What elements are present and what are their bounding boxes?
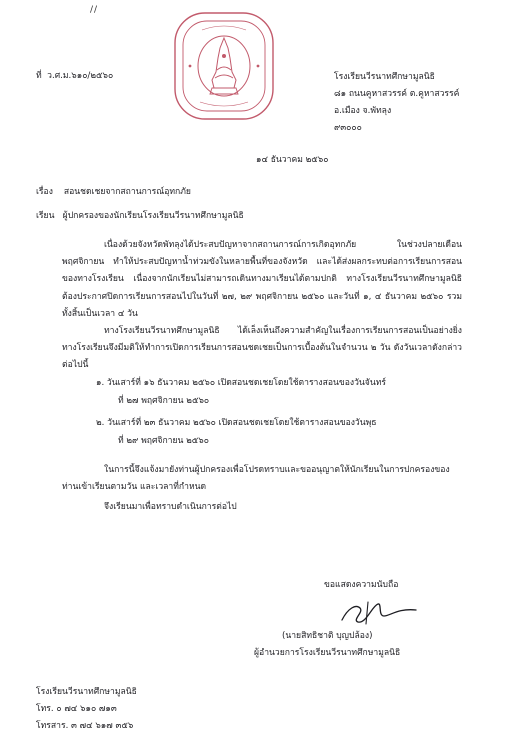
schedule-item: ๑. วันเสาร์ที่ ๑๖ ธันวาคม ๒๕๖๐ เปิดสอนชดเชยโดยใช้ตารางสอนของวันจันทร์ <box>96 378 386 388</box>
reference-label: ที่ <box>36 71 42 81</box>
recipient-line <box>36 211 244 221</box>
address-line: โรงเรียนวีรนาทศึกษามูลนิธิ <box>334 72 435 82</box>
schedule-item-continuation: ที่ ๒๙ พฤศจิกายน ๒๕๖๐ <box>118 436 209 446</box>
signatory-name: (นายสิทธิชาติ บุญปล้อง) <box>282 631 373 641</box>
body-paragraph: ในการนี้จึงแจ้งมายังท่านผู้ปกครองเพื่อโปรดทราบและขออนุญาตให้นักเรียนในการปกครองของท่านเข้าเรียนตามวัน และเวลาที่กำหนด <box>62 465 450 493</box>
reference-number <box>36 71 113 81</box>
address-line: ๘๑ ถนนคูหาสวรรค์ ต.คูหาสวรรค์ <box>334 89 460 99</box>
body-paragraph: ทางโรงเรียนวีรนาทศึกษามูลนิธิ ได้เล็งเห็นถึงความสำคัญในเรื่องการเรียนการสอนเป็นอย่างยิ่ง ทางโรงเรียนจึงมีมติให้ทำการเปิดการเรียนการสอนชดเชยเป็นการเบื้องต้นในจำนวน ๒ วัน ดังวันเวลาดังกล่าวต่อไปนี้ <box>62 326 462 371</box>
signatory-position: ผู้อำนวยการโรงเรียนวีรนาทศึกษามูลนิธิ <box>254 648 401 658</box>
footer-tel: โทร. ๐ ๗๔ ๖๑๐ ๗๑๓ <box>36 704 117 714</box>
recipient-label: เรียน <box>36 211 55 221</box>
recipient-text: ผู้ปกครองของนักเรียนโรงเรียนวีรนาทศึกษามูลนิธิ <box>62 211 244 221</box>
schedule-item-continuation: ที่ ๒๗ พฤศจิกายน ๒๕๖๐ <box>118 396 210 406</box>
subject-line <box>36 187 191 197</box>
school-address <box>334 69 459 137</box>
subject-label: เรื่อง <box>36 187 53 197</box>
schedule-item: ๒. วันเสาร์ที่ ๒๓ ธันวาคม ๒๕๖๐ เปิดสอนชดเชยโดยใช้ตารางสอนของวันพุธ <box>96 418 377 428</box>
signature-image <box>338 598 420 626</box>
address-line: ๙๓๐๐๐ <box>334 123 362 133</box>
letter-date: ๑๔ ธันวาคม ๒๕๖๐ <box>256 155 329 165</box>
body-paragraph: เนื่องด้วยจังหวัดพัทลุงได้ประสบปัญหาจากสถานการณ์การเกิดอุทกภัย ในช่วงปลายเดือนพฤศจิกายน ทำให้ประสบปัญหาน้ำท่วมขังในหลายพื้นที่ของจังหวัด และได้ส่งผลกระทบต่อการเรียนการสอนของทางโรงเรียน เนื่องจากนักเรียนไม่สามารถเดินทางมาเรียนได้ตามปกติ ทางโรงเรียนวีรนาทศึกษามูลนิธิต้องประกาศปิดการเรียนการสอนไปในวันที่ ๒๗, ๒๙ พฤศจิกายน ๒๕๖๐ และวันที่ ๑, ๔ ธันวาคม ๒๕๖๐ รวมทั้งสิ้นเป็นเวลา ๔ วัน <box>62 240 462 319</box>
footer-contact <box>36 684 137 735</box>
footer-school: โรงเรียนวีรนาทศึกษามูลนิธิ <box>36 687 137 697</box>
footer-fax: โทรสาร. ๓ ๗๔ ๖๑๗ ๓๕๖ <box>36 721 134 731</box>
margin-mark: // <box>90 5 99 15</box>
closing-phrase: ขอแสดงความนับถือ <box>324 580 399 590</box>
reference-value: ว.ศ.ม.๖๑๐/๒๕๖๐ <box>47 71 114 81</box>
school-seal <box>172 10 276 122</box>
closing-request: จึงเรียนมาเพื่อทราบดำเนินการต่อไป <box>104 502 237 512</box>
address-line: อ.เมือง จ.พัทลุง <box>334 106 392 116</box>
subject-text: สอนชดเชยจากสถานการณ์อุทกภัย <box>63 187 191 197</box>
